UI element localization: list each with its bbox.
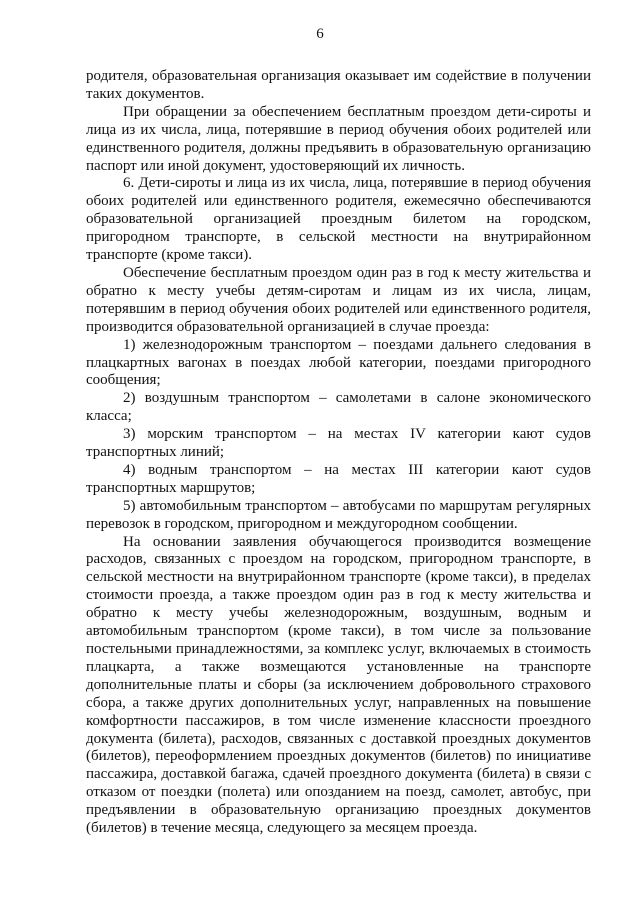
paragraph-documents: При обращении за обеспечением бесплатным проездом дети-сироты и лица из их числа, лица, потерявшие в период обучения обоих родителей или единственного родителя, должны предъявить в образовательную организацию паспорт или иной документ, удостоверяющий их личность. [86, 103, 591, 174]
list-item-sea: 3) морским транспортом – на местах IV категории кают судов транспортных линий; [86, 426, 591, 461]
list-item-rail: 1) железнодорожным транспортом – поездами дальнего следования в плацкартных вагонах в поездах любой категории, поездами пригородного сообщения; [86, 336, 591, 389]
paragraph-item-6: 6. Дети-сироты и лица из их числа, лица, потерявшие в период обучения обоих родителей или единственного родителя, ежемесячно обеспечиваются образовательной организацией проездным билетом на городском, пригородном транспорте, в сельской местности на внутрирайонном транспорте (кроме такси). [86, 175, 591, 264]
list-item-air: 2) воздушным транспортом – самолетами в салоне экономического класса; [86, 390, 591, 425]
document-body [86, 68, 591, 838]
list-item-auto: 5) автомобильным транспортом – автобусами по маршрутам регулярных перевозок в городском, пригородном и междугородном сообщении. [86, 497, 591, 532]
paragraph-annual-travel: Обеспечение бесплатным проездом один раз в год к месту жительства и обратно к месту учебы детям-сиротам и лицам из их числа, лицам, потерявшим в период обучения обоих родителей или единственного родителя, производится образовательной организацией в случае проезда: [86, 264, 591, 335]
paragraph-continuation: родителя, образовательная организация оказывает им содействие в получении таких документов. [86, 68, 591, 102]
paragraph-reimbursement: На основании заявления обучающегося производится возмещение расходов, связанных с проездом на городском, пригородном транспорте, в сельской местности на внутрирайонном транспорте (кроме такси), в пределах стоимости проезда, а также проездом один раз в год к месту жительства и обратно к месту учебы железнодорожным, воздушным, водным и автомобильным транспортом (кроме такси), в том числе за пользование постельными принадлежностями, за комплекс услуг, включаемых в стоимость плацкарта, а также возмещаются установленные на транспорте дополнительные платы и сборы (за исключением добровольного страхового сбора, а также других дополнительных услуг, направленных на повышение комфортности пассажиров, в том числе изменение классности проездного документа (билета), расходов, связанных с доставкой проездных документов (билетов), переоформлением проездных документов (билетов) по инициативе пассажира, доставкой багажа, сдачей проездного документа (билета) в связи с отказом от поездки (полета) или опозданием на поезд, самолет, автобус, при предъявлении в образовательную организацию проездных документов (билетов) в течение месяца, следующего за месяцем проезда. [86, 533, 591, 837]
page-number: 6 [316, 26, 324, 42]
list-item-water: 4) водным транспортом – на местах III категории кают судов транспортных маршрутов; [86, 461, 591, 496]
